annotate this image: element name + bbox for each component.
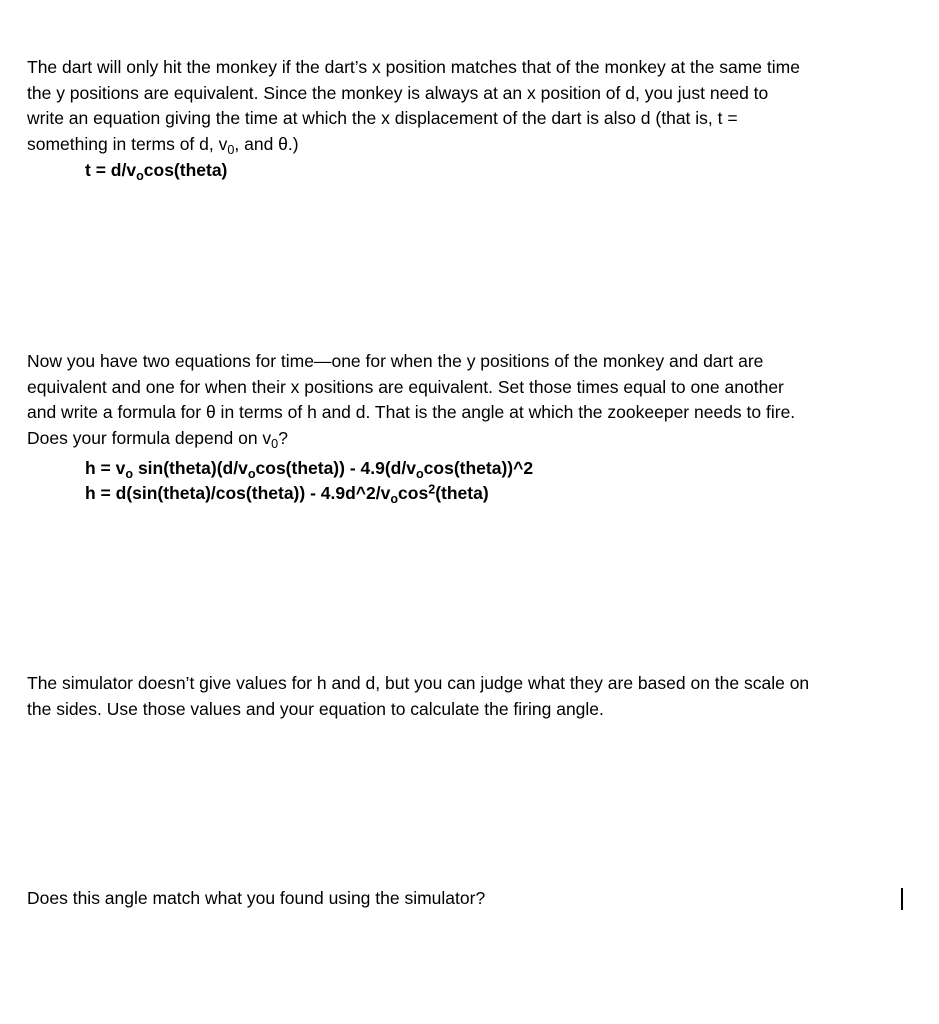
question-1-line-3: write an equation giving the time at which the x displacement of the dart is also d (that is, t =	[27, 108, 738, 128]
answer-2-equation-1[interactable]: $h = v_o$ $\sin(theta)(d/v_o\cos(theta))$ - $4.9(d/v_o\cos(theta))\^{}2$	[85, 458, 534, 482]
question-1-line-2: the y positions are equivalent. Since the monkey is always at an x position of d, you just need to	[27, 82, 769, 103]
question-1-line-4: something in terms of d, $v_0$, and θ.)	[27, 133, 299, 157]
question-4-line-1: Does this angle match what you found using the simulator?	[27, 888, 486, 908]
question-3-line-1: The simulator doesn’t give values for h and d, but you can judge what they are based on the scale on	[27, 673, 810, 693]
question-4-text	[27, 886, 907, 912]
answer-1-equation[interactable]: $t = d/v_o\cos(theta)$	[85, 160, 228, 184]
question-2-line-2: equivalent and one for when their x positions are equivalent. Set those times equal to one another	[27, 376, 784, 397]
question-2-line-4: Does your formula depend on $v_0$?	[27, 427, 288, 451]
question-3-text	[27, 671, 907, 722]
question-1-text	[27, 55, 907, 157]
question-1-line-1: The dart will only hit the monkey if the dart’s x position matches that of the monkey at the same time	[27, 57, 800, 77]
answer-2-equation-2[interactable]: h = d(sin(theta)/cos(theta)) - $4.9d\^{}2/v_o\cos^2(theta)$	[85, 482, 489, 507]
question-2-text	[27, 349, 907, 451]
question-2-line-3: and write a formula for θ in terms of h and d. That is the angle at which the zookeeper needs to fire.	[27, 402, 796, 422]
question-2-line-1: Now you have two equations for time—one for when the y positions of the monkey and dart are	[27, 351, 764, 371]
text-cursor	[901, 888, 903, 910]
question-3-line-2: the sides. Use those values and your equation to calculate the firing angle.	[27, 698, 604, 719]
